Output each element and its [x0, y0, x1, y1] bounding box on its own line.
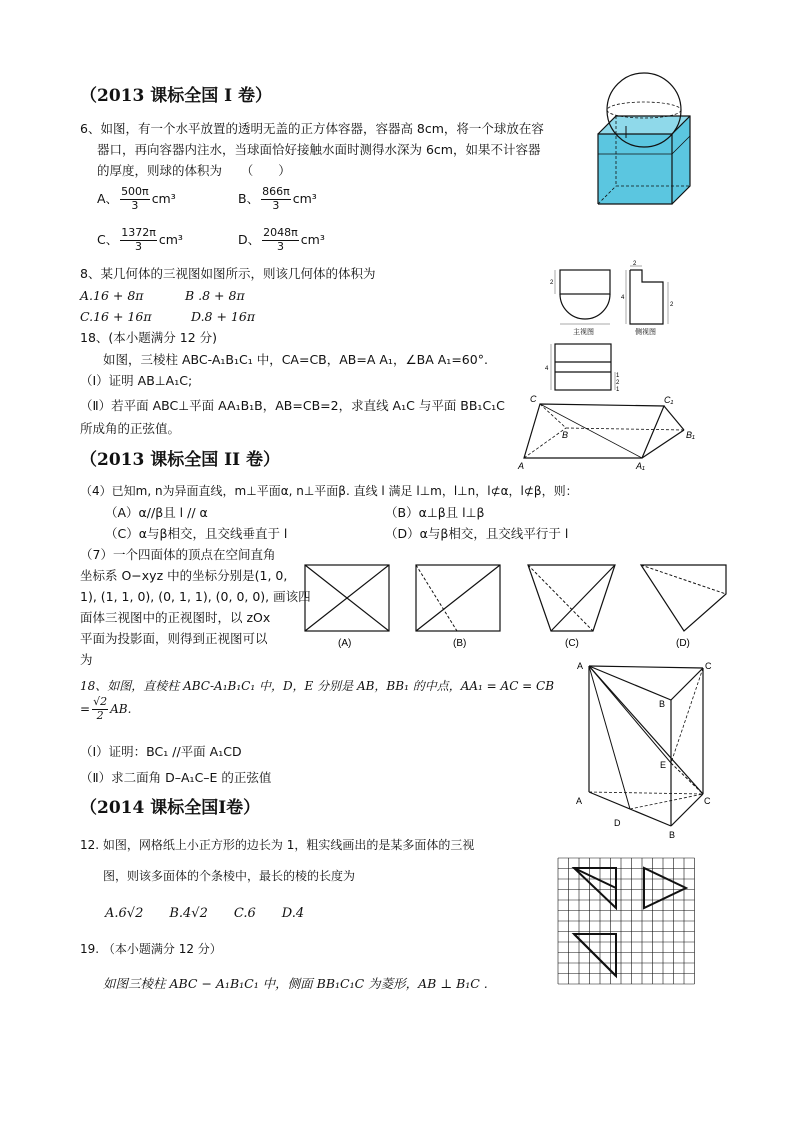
q18a-line1: 如图，三棱柱 ABC-A₁B₁C₁ 中，CA=CB，AB=A A₁，∠BA A₁=60°. [103, 352, 488, 367]
section-heading-2013-2: （2013 课标全国 II 卷） [80, 450, 280, 470]
q8-stem: 8、某几何体的三视图如图所示，则该几何体的体积为 [80, 266, 376, 281]
q7-figure-c [527, 564, 617, 650]
q7-figure-d [640, 564, 730, 650]
q12-line2: 图，则该多面体的个条棱中，最长的棱的长度为 [103, 869, 356, 883]
q12-grid-figure [558, 858, 708, 988]
q8-option-a: A.16 + 8π [80, 288, 144, 303]
q8-dim-2: 2 [670, 302, 674, 308]
q18b-label-a1: A [577, 661, 584, 671]
q8-dim-7: 1 [616, 387, 620, 393]
q7-line1: （7）一个四面体的顶点在空间直角 [80, 547, 276, 562]
q7-label-c: (C) [565, 638, 579, 649]
section-heading-2014-1: （2014 课标全国Ⅰ卷） [80, 798, 261, 818]
q7-label-b: (B) [453, 638, 467, 649]
q6-option-a: A、 $\frac{500\pi}{3}$ cm³ [97, 185, 176, 212]
q4-stem: （4）已知m, n为异面直线，m⊥平面α, n⊥平面β. 直线 l 满足 l⊥m，l⊥n，l⊄α，l⊄β，则： [80, 484, 578, 498]
q7-figure-b [415, 564, 501, 650]
q18b-label-d: D [614, 818, 621, 828]
q18a-label-c1: C₁ [664, 395, 674, 405]
q18b-label-c: C [704, 796, 711, 806]
q12-line1: 12. 如图，网格纸上小正方形的边长为 1，粗实线画出的是某多面体的三视 [80, 838, 475, 852]
q18a-stem: 18、(本小题满分 12 分) [80, 330, 218, 345]
q4-option-d: （D）α与β相交，且交线平行于 l [385, 526, 569, 541]
q6-option-c: C、 $\frac{1372\pi}{3}$ cm³ [97, 226, 183, 253]
q18b-part2: （Ⅱ）求二面角 D–A₁C–E 的正弦值 [80, 770, 272, 785]
q7-line4: 面体三视图中的正视图时，以 zOx [80, 610, 271, 625]
q8-dim-1: 4 [621, 295, 625, 301]
q19-stem: 19. （本小题满分 12 分） [80, 942, 222, 956]
q8-dim-3: 2 [550, 280, 554, 286]
q8-side-view-label: 侧视图 [635, 329, 656, 336]
q6-line2: 器口，再向容器内注水，当球面恰好接触水面时测得水深为 6cm，如果不计容器 [97, 142, 541, 157]
q8-option-c: C.16 + 16π [80, 309, 152, 324]
q8-dim-6: 2 [616, 380, 620, 386]
q8-dim-0: 2 [633, 261, 637, 267]
q18a-part1: （Ⅰ）证明 AB⊥A₁C; [80, 373, 193, 388]
q18a-prism-figure [516, 392, 706, 472]
q8-dim-4: 1 [616, 373, 620, 379]
q18b-prism-figure [573, 660, 723, 840]
q18b-label-b: B [669, 830, 676, 840]
q18a-part2-line2: 所成角的正弦值。 [80, 421, 181, 436]
q8-dim-5: 4 [545, 366, 549, 372]
q7-figure-a [304, 564, 390, 650]
q18a-label-b1: B₁ [686, 430, 695, 440]
q8-front-view-label: 主视图 [573, 329, 594, 336]
q18b-equation: = $\frac{√2}{2}$ AB. [80, 695, 132, 722]
q6-line3: 的厚度，则球的体积为 （ ） [97, 163, 291, 178]
q6-cube-sphere-figure [596, 74, 706, 204]
q8-option-b: B .8 + 8π [185, 288, 245, 303]
q18a-label-a1: A₁ [636, 461, 645, 471]
q18a-label-b: B [562, 430, 569, 440]
q18b-line1: 18、如图，直棱柱 ABC-A₁B₁C₁ 中，D，E 分别是 AB，BB₁ 的中点，AA₁ = AC = CB [80, 679, 555, 693]
q6-option-b: B、 $\frac{866\pi}{3}$ cm³ [238, 185, 317, 212]
q18a-label-c: C [530, 394, 537, 404]
q18a-part2-line1: （Ⅱ）若平面 ABC⊥平面 AA₁B₁B，AB=CB=2，求直线 A₁C 与平面 BB₁C₁C [80, 398, 505, 413]
q19-line1: 如图三棱柱 ABC − A₁B₁C₁ 中，侧面 BB₁C₁C 为菱形，AB ⊥ B₁C . [103, 976, 488, 991]
q8-option-d: D.8 + 16π [191, 309, 256, 324]
q7-line3: 1), (1, 1, 0), (0, 1, 1), (0, 0, 0), 画该四 [80, 589, 311, 604]
q18b-label-b1: B [659, 699, 666, 709]
q7-label-d: (D) [676, 638, 690, 649]
q4-option-c: （C）α与β相交，且交线垂直于 l [105, 526, 288, 541]
q7-line6: 为 [80, 652, 93, 667]
q7-label-a: (A) [338, 638, 352, 649]
q12-options: A.6√2 B.4√2 C.6 D.4 [105, 906, 305, 921]
q8-three-view-figure [545, 262, 695, 397]
q18b-label-e: E [660, 760, 667, 770]
q4-option-b: （B）α⊥β且 l⊥β [385, 505, 485, 520]
q18b-part1: （Ⅰ）证明：BC₁ //平面 A₁CD [80, 744, 242, 759]
q4-option-a: （A）α//β且 l // α [105, 505, 208, 520]
q18b-label-a: A [576, 796, 583, 806]
q7-line2: 坐标系 O−xyz 中的坐标分别是(1, 0, [80, 568, 288, 583]
q6-line1: 6、如图，有一个水平放置的透明无盖的正方体容器，容器高 8cm，将一个球放在容 [80, 121, 544, 136]
q18b-label-c1: C [705, 661, 712, 671]
q6-option-d: D、 $\frac{2048\pi}{3}$ cm³ [238, 226, 325, 253]
q18a-label-a: A [518, 461, 525, 471]
q7-line5: 平面为投影面，则得到正视图可以 [80, 631, 268, 646]
section-heading-2013-1: （2013 课标全国 I 卷） [80, 86, 273, 106]
